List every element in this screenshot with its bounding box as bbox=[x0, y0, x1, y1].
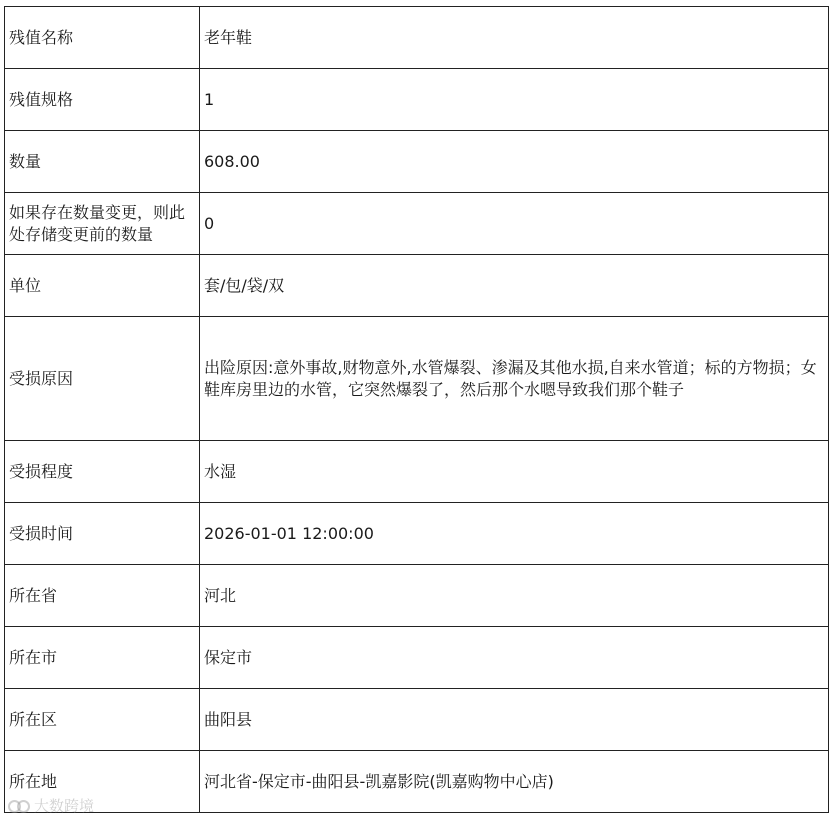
table-row bbox=[5, 627, 829, 689]
watermark bbox=[8, 795, 94, 816]
row-label: 受损时间 bbox=[5, 503, 200, 565]
row-value: 出险原因:意外事故,财物意外,水管爆裂、渗漏及其他水损,自来水管道；标的方物损；女鞋库房里边的水管，它突然爆裂了，然后那个水嗯导致我们那个鞋子 bbox=[200, 317, 829, 441]
row-label: 残值名称 bbox=[5, 7, 200, 69]
row-value: 2026-01-01 12:00:00 bbox=[200, 503, 829, 565]
row-label: 所在省 bbox=[5, 565, 200, 627]
table-row bbox=[5, 193, 829, 255]
table-row bbox=[5, 503, 829, 565]
row-label: 受损原因 bbox=[5, 317, 200, 441]
watermark-logo-icon bbox=[8, 799, 30, 813]
row-value: 河北 bbox=[200, 565, 829, 627]
row-value: 1 bbox=[200, 69, 829, 131]
table-row bbox=[5, 131, 829, 193]
row-label: 所在市 bbox=[5, 627, 200, 689]
table-row bbox=[5, 317, 829, 441]
table-row bbox=[5, 751, 829, 813]
row-value: 套/包/袋/双 bbox=[200, 255, 829, 317]
row-value: 曲阳县 bbox=[200, 689, 829, 751]
detail-table bbox=[4, 6, 829, 813]
row-value: 保定市 bbox=[200, 627, 829, 689]
watermark-text: 大数跨境 bbox=[34, 797, 95, 815]
row-label: 受损程度 bbox=[5, 441, 200, 503]
row-value: 河北省-保定市-曲阳县-凯嘉影院(凯嘉购物中心店) bbox=[200, 751, 829, 813]
row-label: 所在区 bbox=[5, 689, 200, 751]
table-row bbox=[5, 69, 829, 131]
row-value: 水湿 bbox=[200, 441, 829, 503]
table-row bbox=[5, 7, 829, 69]
row-value: 608.00 bbox=[200, 131, 829, 193]
row-label: 残值规格 bbox=[5, 69, 200, 131]
row-label: 如果存在数量变更，则此处存储变更前的数量 bbox=[5, 193, 200, 255]
table-row bbox=[5, 565, 829, 627]
row-label: 所在地 bbox=[5, 751, 200, 813]
row-label: 单位 bbox=[5, 255, 200, 317]
table-row bbox=[5, 441, 829, 503]
row-value: 0 bbox=[200, 193, 829, 255]
row-label: 数量 bbox=[5, 131, 200, 193]
row-value: 老年鞋 bbox=[200, 7, 829, 69]
table-row bbox=[5, 255, 829, 317]
table-row bbox=[5, 689, 829, 751]
